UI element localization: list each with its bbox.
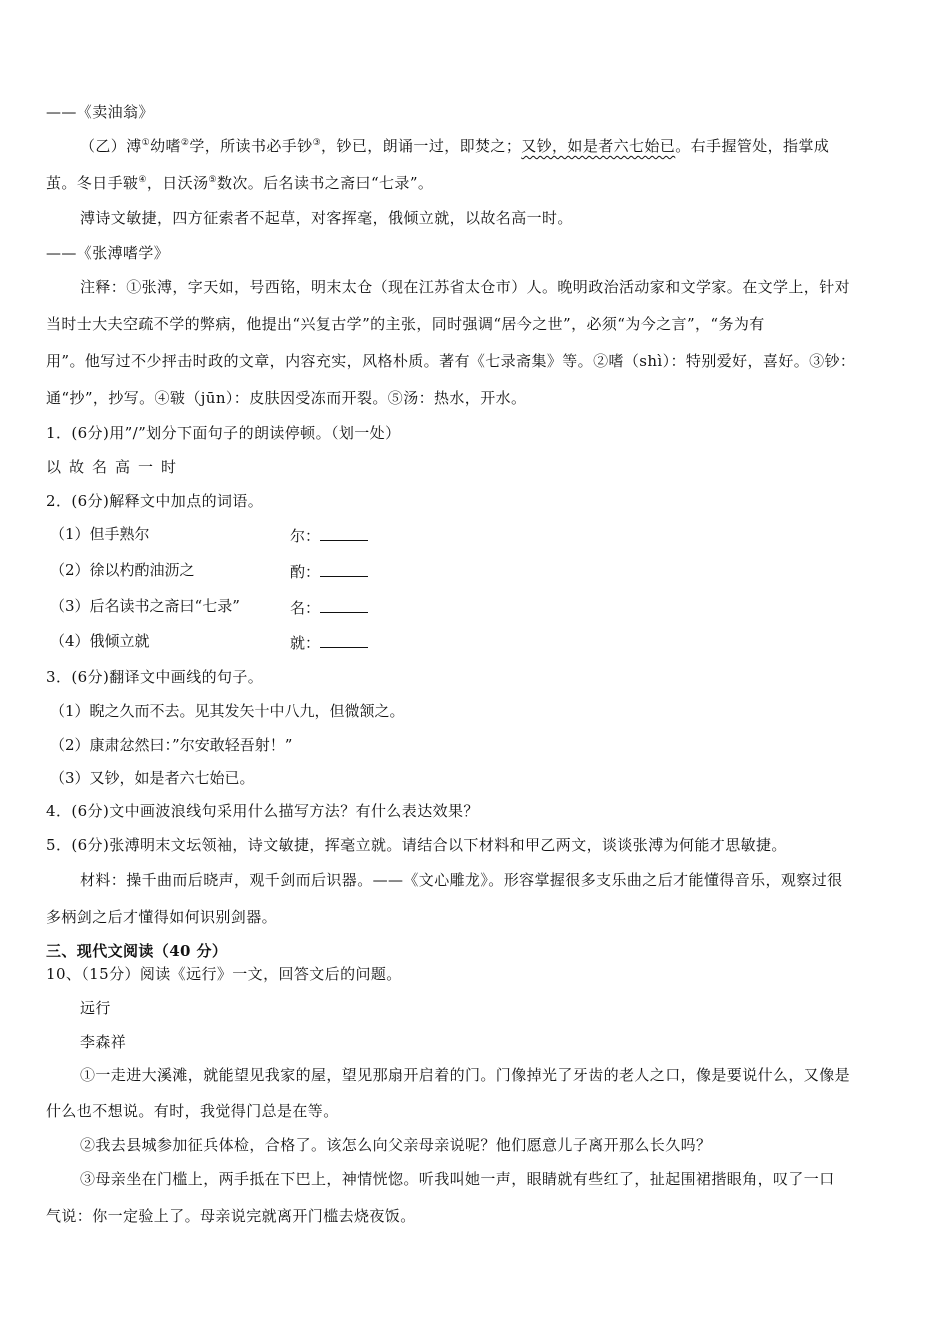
notes-line-1: 注释：①张溥，字天如，号西铭，明末太仓（现在江苏省太仓市）人。晚明政治活动家和文学家。在文学上，针对: [80, 278, 851, 296]
answer-blank[interactable]: [320, 526, 368, 541]
question-2-item-4: （4）俄倾立就: [50, 632, 150, 650]
question-2-item-3: （3）后名读书之斋曰“七录”: [50, 597, 240, 615]
article-paragraph-3-line-2: 气说：你一定验上了。母亲说完就离开门槛去烧夜饭。: [46, 1207, 416, 1225]
question-2-answer-1: 尔：: [290, 525, 368, 547]
question-5-stem: 5．(6分)张溥明末文坛领袖，诗文敏捷，挥毫立就。请结合以下材料和甲乙两文，谈谈张溥为何能才思敏捷。: [46, 836, 787, 854]
source-zhangpu: ——《张溥嗜学》: [46, 244, 170, 262]
question-1-sentence: 以故名高一时: [46, 458, 185, 476]
question-3-item-1: （1）睨之久而不去。见其发矢十中八九，但微颔之。: [50, 702, 405, 720]
question-5-material-1: 材料：操千曲而后晓声，观千剑而后识器。——《文心雕龙》。形容掌握很多支乐曲之后才能懂得音乐，观察过很: [80, 871, 843, 889]
question-2-stem: 2．(6分)解释文中加点的词语。: [46, 492, 264, 510]
passage-yi-line-1: （乙）溥①幼嗜②学，所读书必手钞③，钞已，朗诵一过，即焚之；又钞，如是者六七始已。右手握管处，指掌成: [80, 137, 830, 155]
passage-yi-line-2: 茧。冬日手皲④，日沃汤⑤数次。后名读书之斋曰“七录”。: [46, 174, 434, 192]
question-3-item-2: （2）康肃忿然曰：”尔安敢轻吾射！”: [50, 736, 293, 754]
article-paragraph-3-line-1: ③母亲坐在门槛上，两手抵在下巴上，神情恍惚。听我叫她一声，眼睛就有些红了，扯起围裙揩眼角，叹了一口: [80, 1170, 835, 1188]
question-2-answer-4: 就：: [290, 632, 368, 654]
source-maiyouweng: ——《卖油翁》: [46, 103, 154, 121]
article-paragraph-1-line-1: ①一走进大溪滩，就能望见我家的屋，望见那扇开启着的门。门像掉光了牙齿的老人之口，像是要说什么，又像是: [80, 1066, 851, 1084]
article-title: 远行: [80, 999, 111, 1017]
question-1-stem: 1．(6分)用”/”划分下面句子的朗读停顿。（划一处）: [46, 424, 401, 442]
question-3-item-3: （3）又钞，如是者六七始已。: [50, 769, 255, 787]
article-author: 李森祥: [80, 1033, 127, 1051]
question-3-stem: 3．(6分)翻译文中画线的句子。: [46, 668, 264, 686]
answer-blank[interactable]: [320, 633, 368, 648]
notes-line-3: 用”。他写过不少抨击时政的文章，内容充实，风格朴质。著有《七录斋集》等。②嗜（shì）：特别爱好，喜好。③钞：: [46, 352, 856, 370]
section-3-heading: 三、现代文阅读（40 分）: [46, 942, 228, 960]
question-4: 4．(6分)文中画波浪线句采用什么描写方法？有什么表达效果？: [46, 802, 479, 820]
article-paragraph-1-line-2: 什么也不想说。有时，我觉得门总是在等。: [46, 1102, 339, 1120]
answer-blank[interactable]: [320, 562, 368, 577]
article-paragraph-2: ②我去县城参加征兵体检，合格了。该怎么向父亲母亲说呢？他们愿意儿子离开那么长久吗？: [80, 1136, 712, 1154]
passage-yi-line-3: 溥诗文敏捷，四方征索者不起草，对客挥毫，俄倾立就，以故名高一时。: [80, 209, 573, 227]
question-5-material-2: 多柄剑之后才懂得如何识别剑器。: [46, 908, 278, 926]
question-2-item-1: （1）但手熟尔: [50, 525, 150, 543]
question-2-answer-2: 酌：: [290, 561, 368, 583]
question-10-stem: 10、（15分）阅读《远行》一文，回答文后的问题。: [46, 965, 402, 983]
notes-line-4: 通“抄”，抄写。④皲（jūn）：皮肤因受冻而开裂。⑤汤：热水，开水。: [46, 389, 527, 407]
answer-blank[interactable]: [320, 598, 368, 613]
question-2-answer-3: 名：: [290, 597, 368, 619]
notes-line-2: 当时士大夫空疏不学的弊病，他提出“兴复古学”的主张，同时强调“居今之世”，必须“为今之言”，“务为有: [46, 315, 765, 333]
question-2-item-2: （2）徐以杓酌油沥之: [50, 561, 195, 579]
wavy-underlined-sentence: 又钞，如是者六七始已: [521, 137, 676, 155]
